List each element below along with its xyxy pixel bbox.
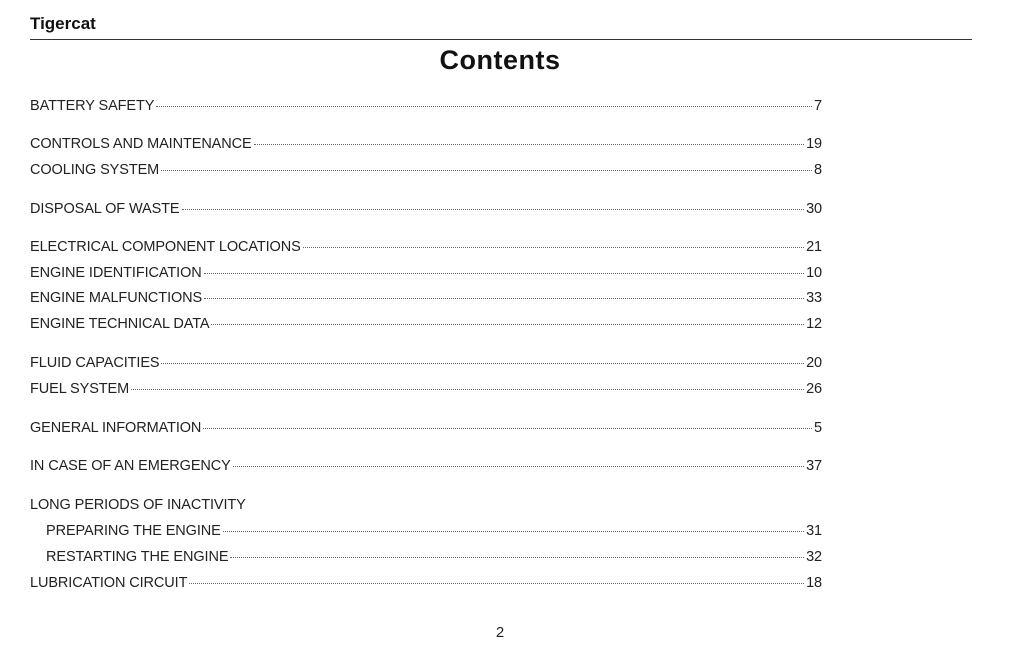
toc-entry-label: GENERAL INFORMATION xyxy=(30,420,202,436)
toc-entry-electrical-component-locations[interactable] xyxy=(30,239,822,259)
toc-entry-label: LONG PERIODS OF INACTIVITY xyxy=(30,497,246,513)
toc-dot-leader xyxy=(204,273,804,274)
toc-entry-preparing-the-engine[interactable] xyxy=(30,523,822,543)
toc-entry-page: 10 xyxy=(806,265,822,281)
toc-dot-leader xyxy=(161,170,812,171)
toc-entry-page: 31 xyxy=(806,523,822,539)
toc-entry-page: 12 xyxy=(806,316,822,332)
toc-entry-label: DISPOSAL OF WASTE xyxy=(30,201,180,217)
toc-dot-leader xyxy=(131,389,804,390)
toc-entry-label: IN CASE OF AN EMERGENCY xyxy=(30,458,231,474)
toc-entry-page: 8 xyxy=(814,162,822,178)
toc-dot-leader xyxy=(189,583,804,584)
page-title: Contents xyxy=(439,45,561,75)
toc-entry-label: COOLING SYSTEM xyxy=(30,162,160,178)
toc-entry-label: ENGINE TECHNICAL DATA xyxy=(30,316,210,332)
toc-entry-page: 5 xyxy=(814,420,822,436)
toc-entry-lubrication-circuit[interactable] xyxy=(30,575,822,595)
toc-dot-leader xyxy=(182,209,805,210)
toc-entry-label: FLUID CAPACITIES xyxy=(30,355,160,371)
toc-entry-page: 20 xyxy=(806,355,822,371)
toc-entry-label: ENGINE MALFUNCTIONS xyxy=(30,290,203,306)
toc-dot-leader xyxy=(233,466,804,467)
toc-entry-engine-identification[interactable] xyxy=(30,265,822,285)
toc-entry-fuel-system[interactable] xyxy=(30,381,822,401)
toc-entry-label: PREPARING THE ENGINE xyxy=(46,523,221,539)
toc-entry-long-periods-of-inactivity[interactable] xyxy=(30,497,822,517)
toc-dot-leader xyxy=(204,298,804,299)
toc-entry-label: BATTERY SAFETY xyxy=(30,98,155,114)
toc-entry-page: 26 xyxy=(806,381,822,397)
toc-entry-page: 32 xyxy=(806,549,822,565)
toc-entry-page: 18 xyxy=(806,575,822,591)
toc-dot-leader xyxy=(230,557,804,558)
toc-entry-engine-malfunctions[interactable] xyxy=(30,290,822,310)
toc-entry-controls-and-maintenance[interactable] xyxy=(30,136,822,156)
toc-dot-leader xyxy=(303,247,804,248)
toc-entry-engine-technical-data[interactable] xyxy=(30,316,822,336)
toc-entry-restarting-the-engine[interactable] xyxy=(30,549,822,569)
toc-dot-leader xyxy=(223,531,804,532)
toc-entry-page: 21 xyxy=(806,239,822,255)
toc-entry-page: 37 xyxy=(806,458,822,474)
toc-entry-cooling-system[interactable] xyxy=(30,162,822,182)
toc-entry-general-information[interactable] xyxy=(30,420,822,440)
toc-entry-label: CONTROLS AND MAINTENANCE xyxy=(30,136,252,152)
header-rule xyxy=(30,39,972,40)
toc-dot-leader xyxy=(161,363,804,364)
page-number: 2 xyxy=(495,624,505,641)
toc-entry-label: FUEL SYSTEM xyxy=(30,381,130,397)
toc-entry-label: LUBRICATION CIRCUIT xyxy=(30,575,188,591)
toc-dot-leader xyxy=(156,106,812,107)
toc-entry-label: ENGINE IDENTIFICATION xyxy=(30,265,202,281)
toc-entry-page: 7 xyxy=(814,98,822,114)
toc-entry-battery-safety[interactable] xyxy=(30,98,822,118)
toc-entry-page: 19 xyxy=(806,136,822,152)
toc-entry-page: 30 xyxy=(806,201,822,217)
brand-name: Tigercat xyxy=(30,14,96,33)
toc-entry-disposal-of-waste[interactable] xyxy=(30,201,822,221)
toc-entry-label: RESTARTING THE ENGINE xyxy=(46,549,229,565)
toc-entry-page: 33 xyxy=(806,290,822,306)
toc-dot-leader xyxy=(211,324,804,325)
toc-dot-leader xyxy=(203,428,812,429)
toc-entry-label: ELECTRICAL COMPONENT LOCATIONS xyxy=(30,239,301,255)
toc-dot-leader xyxy=(254,144,804,145)
toc-entry-in-case-of-an-emergency[interactable] xyxy=(30,458,822,478)
toc-entry-fluid-capacities[interactable] xyxy=(30,355,822,375)
